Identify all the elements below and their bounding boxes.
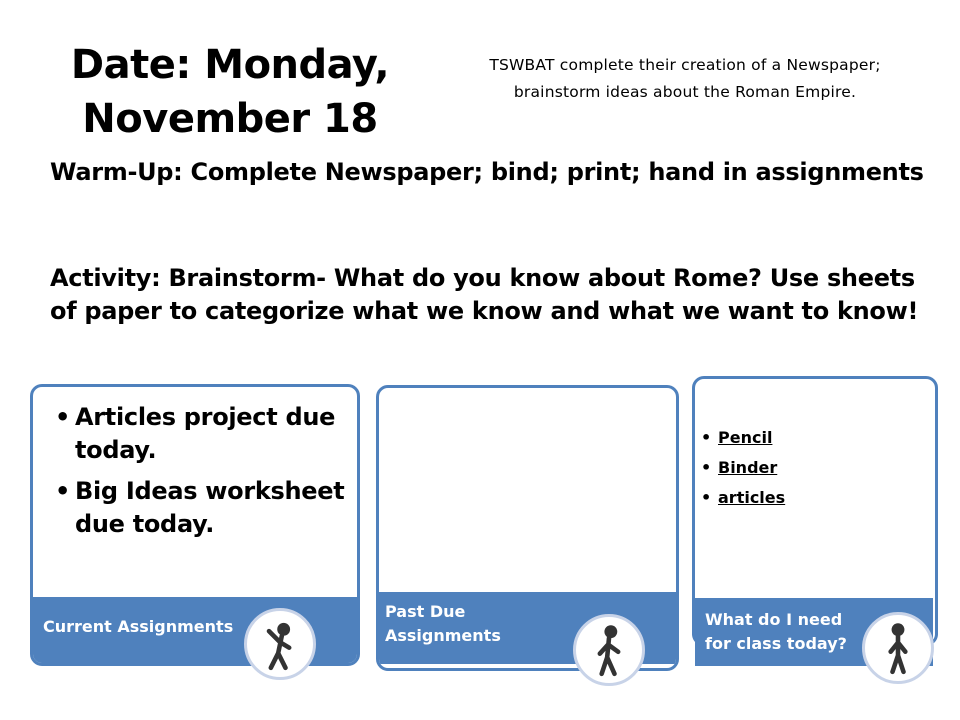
pencil-link[interactable]: Pencil [718,428,773,447]
objective-text: TSWBAT complete their creation of a Newspaper; brainstorm ideas about the Roman Empire. [489,56,881,101]
articles-link[interactable]: articles [718,488,786,507]
page-title: Date: Monday, November 18 [70,42,390,142]
current-assignments-label: Current Assignments [33,597,357,663]
binder-link[interactable]: Binder [718,458,778,477]
list-item [701,453,785,483]
list-item: • Articles project due today. [55,401,355,467]
stick-figure-icon [862,612,934,684]
activity-text: Activity: Brainstorm- What do you know about Rome? Use sheets of paper to categorize what we know and what we want to know! [50,264,919,325]
list-item: • Big Ideas worksheet due today. [55,475,355,541]
current-assignments-list [55,401,355,549]
class-needs-label: What do I need for class today? [695,598,933,666]
list-item [701,423,785,453]
past-due-label: Past Due Assignments [379,592,676,664]
stick-figure-icon [244,608,316,680]
stick-figure-icon [573,614,645,686]
warmup-text: Warm-Up: Complete Newspaper; bind; print; hand in assignments [50,158,924,186]
list-item [701,483,785,513]
class-needs-list [701,423,785,513]
